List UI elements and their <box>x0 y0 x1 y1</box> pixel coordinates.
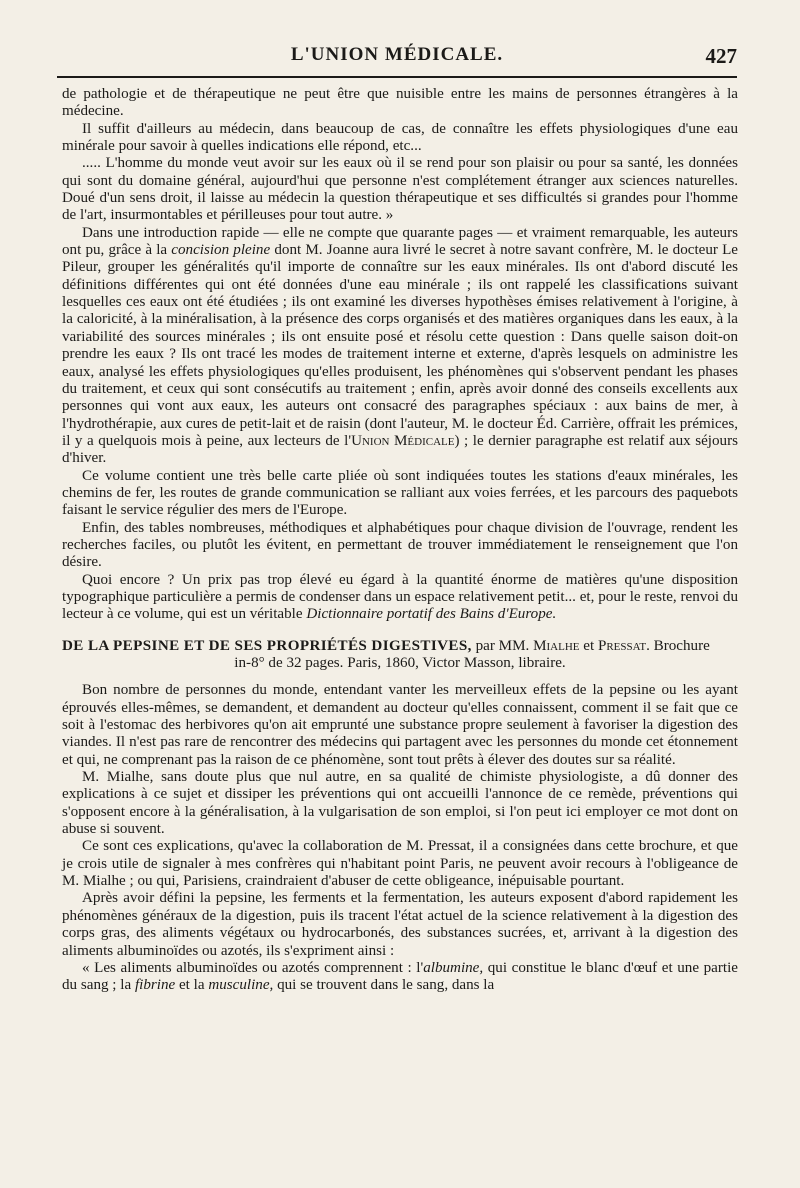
paragraph: Bon nombre de personnes du monde, entendant vanter les merveilleux effets de la pepsine ou les ayant éprouvés elles-mêmes, se demandent, et demandent au docteur qu'elles connaissent, comment il se fait que ce soit à l'estomac des herbivores qu'on ait emprunté une substance propre seulement à favoriser la digestion des viandes. Il n'est pas rare de rencontrer des médecins qui partagent avec les personnes du monde cet étonnement et qui, ne comprenant pas la raison de ce phénomène, sont tout prêts à élever des doutes sur sa réalité. <box>62 682 738 768</box>
article-title: DE LA PEPSINE ET DE SES PROPRIÉTÉS DIGESTIVES, <box>62 637 472 654</box>
italic-run: fibrine <box>134 977 176 994</box>
paragraph: M. Mialhe, sans doute plus que nul autre, en sa qualité de chimiste physiologiste, a dû donner des explications à ce sujet et dissiper les préventions qui ont accueilli l'annonce de ce remède, préventions qui s'opposent encore à la généralisation, à la vulgarisation de son emploi, si l'on peut ici employer ce mot dont on abuse si souvent. <box>62 769 738 838</box>
text-run: qui constitue le blanc d'œuf et une partie du sang ; la <box>62 959 738 994</box>
author-name: Pressat <box>597 637 647 654</box>
paragraph: Après avoir défini la pepsine, les ferments et la fermentation, les auteurs exposent d'abord rapidement les phénomènes généraux de la digestion, puis ils tracent l'état actuel de la science relativement à la digestion des corps gras, des aliments végétaux ou hydrocarbonés, des substances sucrées, et, arrivant à la digestion des aliments albuminoïdes ou azotés, ils s'expriment ainsi : <box>62 890 738 959</box>
journal-name: Union Médicale <box>351 432 455 449</box>
page-number: 427 <box>705 44 737 68</box>
author-name: Mialhe <box>533 637 580 654</box>
italic-run: albumine, <box>423 959 484 976</box>
text-run: . Brochure <box>646 637 710 654</box>
text-run: dont M. Joanne aura livré le secret à notre savant confrère, M. le docteur Le Pileur, grouper les généralités qu'il importe de connaître sur les eaux minérales. Ils ont d'abord discuté les définitions différentes qui ont été données d'une eau minérale ; ils ont rappelé les classifications suivant lesquelles ces eaux ont été étudiées ; ils ont examiné les diverses hypothèses émises relativement à l'origine, à la caloricité, à la minéralisation, à la présence des corps organisés et des matières organiques dans les eaux, à la variabilité des sources minérales ; ils ont ensuite posé et résolu cette question : Dans quelle saison doit-on prendre les eaux ? Ils ont tracé les modes de traitement interne et externe, d'après lesquels on administre les eaux, analysé les effets physiologiques qu'elles produisent, les phénomènes qui s'observent pendant les phases du traitement, et ceux qui sont consécutifs au traitement ; enfin, après avoir donné des conseils excellents aux personnes qui vont aux eaux, les auteurs ont consacré des paragraphes spéciaux : aux bains de mer, à l'hydrothérapie, aux cures de petit-lait et de raisin (dont l'auteur, M. le docteur Éd. Carrière, offrait les prémices, il y a quelquois mois à peine, aux lecteurs de l' <box>62 242 738 449</box>
page-header <box>57 44 737 72</box>
paragraph <box>62 960 738 995</box>
text-run: qui se trouvent dans le sang, dans la <box>273 977 495 994</box>
text-run: Dans une introduction rapide — elle ne compte que quarante pages — et vraiment remarquable, les auteurs ont pu, grâce à la <box>62 224 738 259</box>
body-text <box>62 86 738 995</box>
text-run: et <box>579 637 598 654</box>
section-heading <box>62 638 738 673</box>
text-run: Quoi encore ? Un prix pas trop élevé eu égard à la quantité énorme de matières qu'une disposition typographique particulière a permis de condenser dans un espace relativement petit... et, pour le reste, renvoi du lecteur à ce volume, qui est un véritable <box>62 571 738 623</box>
text-run: et la <box>175 977 209 994</box>
publication-details: in-8° de 32 pages. Paris, 1860, Victor Masson, libraire. <box>234 655 566 671</box>
text-run: par MM. <box>471 637 534 654</box>
italic-run: concision pleine <box>171 242 271 259</box>
paragraph: Il suffit d'ailleurs au médecin, dans beaucoup de cas, de connaître les effets physiologiques d'une eau minérale pour savoir à quelles indications elle répond, etc... <box>62 120 738 155</box>
text-run: ) ; le dernier paragraphe est relatif aux séjours d'hiver. <box>62 432 738 467</box>
italic-run: musculine, <box>208 977 274 994</box>
paragraph: Ce sont ces explications, qu'avec la collaboration de M. Pressat, il a consignées dans cette brochure, et que je crois utile de signaler à mes confrères qui n'habitant point Paris, ne peuvent avoir recours à l'obligeance de M. Mialhe ; ou qui, Parisiens, craindraient d'abuser de cette obligeance, inépuisable pourtant. <box>62 838 738 890</box>
header-rule <box>57 76 737 78</box>
running-title: L'UNION MÉDICALE. <box>290 44 504 65</box>
text-run: « Les aliments albuminoïdes ou azotés comprennent : l' <box>82 959 424 976</box>
paragraph <box>62 572 738 624</box>
paragraph: Ce volume contient une très belle carte pliée où sont indiquées toutes les stations d'eaux minérales, les chemins de fer, les routes de grande communication se ralliant aux voies ferrées, et les parcours des paquebots faisant le service régulier des mers de l'Europe. <box>62 467 738 519</box>
paragraph <box>62 225 738 468</box>
paragraph: de pathologie et de thérapeutique ne peut être que nuisible entre les mains de personnes étrangères à la médecine. <box>62 86 738 120</box>
paragraph: ..... L'homme du monde veut avoir sur les eaux où il se rend pour son plaisir ou pour sa santé, les données qui sont du domaine général, aujourd'hui que personne n'est complétement étranger aux sciences naturelles. Doué d'un sens droit, il laisse au médecin la question thérapeutique et ses difficultés si grandes pour l'homme de l'art, insurmontables et périlleuses pour tout autre. » <box>62 155 738 224</box>
paragraph: Enfin, des tables nombreuses, méthodiques et alphabétiques pour chaque division de l'ouvrage, rendent les recherches faciles, ou plutôt les évitent, en permettant de trouver immédiatement le renseignement que l'on désire. <box>62 519 738 571</box>
book-title: Dictionnaire portatif des Bains d'Europe. <box>306 606 557 623</box>
